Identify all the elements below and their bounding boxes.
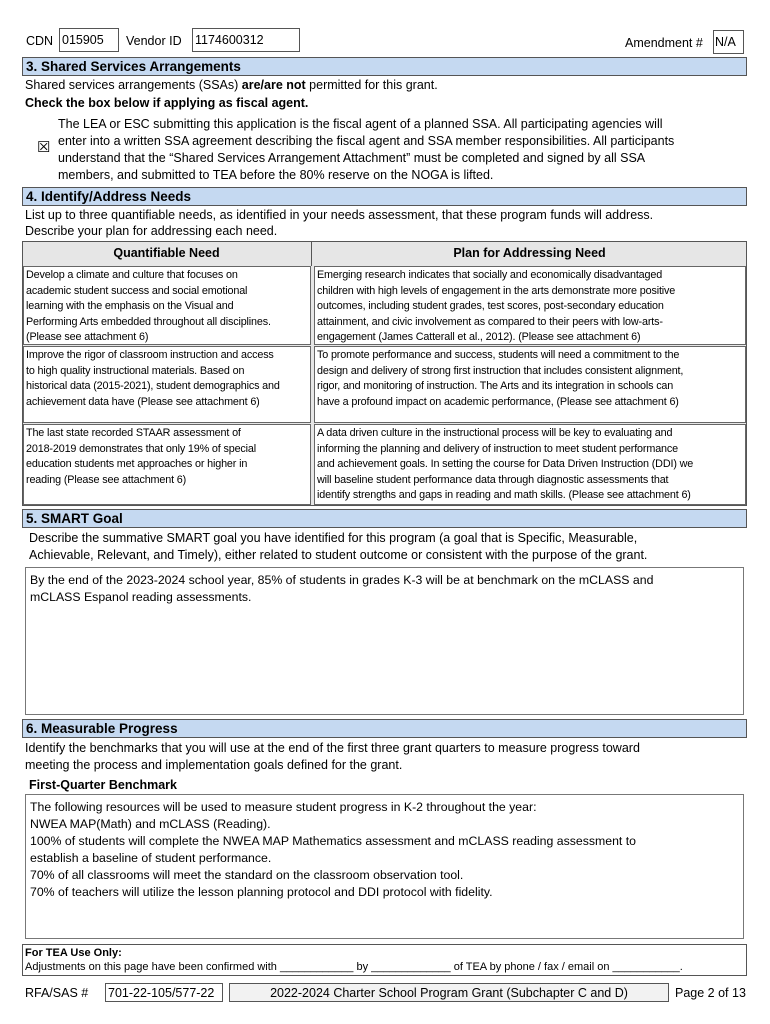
need-3-line: reading (Please see attachment 6)	[26, 473, 187, 486]
fiscal-agent-instruction: Check the box below if applying as fiscal agent.	[25, 96, 309, 110]
section-3-title: 3. Shared Services Arrangements	[22, 57, 747, 76]
need-1-line: Develop a climate and culture that focuses on	[26, 269, 238, 281]
col-header-quantifiable-need: Quantifiable Need	[22, 241, 312, 266]
need-3-line: 2018-2019 demonstrates that only 19% of special	[26, 442, 257, 455]
cdn-field[interactable]: 015905	[59, 28, 119, 52]
cdn-label: CDN	[26, 34, 54, 48]
ssa-line-emphasis: are/are not	[241, 78, 306, 92]
smart-goal-line: By the end of the 2023-2024 school year, 85% of students in grades K-3 will be at benchmark on the mCLASS and	[30, 573, 654, 587]
section-4-intro-line-2: Describe your plan for addressing each need.	[25, 224, 278, 238]
section-6-intro-line-1: Identify the benchmarks that you will use at the end of the first three grant quarters to measure progress toward	[25, 741, 640, 755]
smart-goal-line: mCLASS Espanol reading assessments.	[30, 590, 252, 604]
plan-3-line: identify strengths and gaps in reading and math skills. (Please see attachment 6)	[317, 489, 691, 501]
plan-cell-2[interactable]	[314, 346, 746, 423]
plan-1-line: children with high levels of engagement in the arts demonstrate more positive	[317, 284, 676, 297]
plan-cell-3[interactable]	[314, 424, 746, 505]
benchmark-line: The following resources will be used to measure student progress in K-2 throughout the year:	[30, 800, 537, 814]
fiscal-agent-checkbox[interactable]: ☒	[37, 139, 51, 156]
ssa-paragraph-line-3: understand that the “Shared Services Arrangement Attachment” must be completed and signed by all SSA	[58, 151, 646, 165]
plan-3-line: and achievement goals. In setting the course for Data Driven Instruction (DDI) we	[317, 458, 694, 470]
need-1-line: learning with the emphasis on the Visual and	[26, 300, 234, 312]
benchmark-line: 70% of teachers will utilize the lesson planning protocol and DDI protocol with fidelity.	[30, 885, 493, 899]
need-2-line: historical data (2015-2021), student demographics and	[26, 380, 280, 392]
section-4-title: 4. Identify/Address Needs	[22, 187, 747, 206]
amendment-label: Amendment #	[625, 36, 703, 50]
ssa-permission-line	[25, 77, 438, 93]
smart-goal-field[interactable]	[25, 567, 744, 715]
plan-2-line: To promote performance and success, students will need a commitment to the	[317, 349, 680, 361]
plan-1-line: outcomes, including student grades, test scores, post-secondary education	[317, 300, 664, 312]
need-1-line: Performing Arts embedded throughout all disciplines.	[26, 315, 271, 328]
ssa-paragraph-line-4: members, and submitted to TEA before the 80% reserve on the NOGA is lifted.	[58, 168, 494, 182]
section-5-intro-line-1: Describe the summative SMART goal you have identified for this program (a goal that is Specific, Measurable,	[29, 531, 638, 545]
benchmark-line: establish a baseline of student performance.	[30, 851, 272, 865]
rfa-label: RFA/SAS #	[25, 986, 89, 1000]
need-1-line: (Please see attachment 6)	[26, 331, 149, 343]
tea-use-box	[22, 944, 747, 976]
amendment-field[interactable]: N/A	[713, 30, 744, 54]
tea-use-title: For TEA Use Only:	[25, 947, 122, 959]
plan-3-line: informing the planning and delivery of instruction to meet student performance	[317, 442, 679, 455]
vendor-id-label: Vendor ID	[126, 34, 182, 48]
plan-1-line: attainment, and civic involvement as compared to their peers with low-arts-	[317, 315, 663, 328]
benchmark-line: NWEA MAP(Math) and mCLASS (Reading).	[30, 817, 271, 831]
rfa-field: 701-22-105/577-22	[105, 983, 223, 1002]
vendor-id-field[interactable]: 1174600312	[192, 28, 300, 52]
plan-1-line: engagement (James Catterall et al., 2012). (Please see attachment 6)	[317, 331, 641, 343]
section-4-intro-line-1: List up to three quantifiable needs, as identified in your needs assessment, that these program funds will address.	[25, 208, 654, 222]
section-5-intro-line-2: Achievable, Relevant, and Timely), either related to student outcome or consistent with the purpose of the grant.	[29, 548, 648, 562]
need-cell-3[interactable]	[23, 424, 311, 505]
plan-3-line: A data driven culture in the instructional process will be key to evaluating and	[317, 427, 673, 439]
benchmark-line: 100% of students will complete the NWEA MAP Mathematics assessment and mCLASS reading assessment to	[30, 834, 637, 848]
plan-3-line: will baseline student performance data through diagnostic assessments that	[317, 473, 669, 486]
need-3-line: education students met approaches or higher in	[26, 458, 248, 470]
need-2-line: to high quality instructional materials. Based on	[26, 364, 245, 377]
need-cell-1[interactable]	[23, 266, 311, 345]
first-quarter-benchmark-field[interactable]	[25, 794, 744, 939]
plan-2-line: have a profound impact on academic performance, (Please see attachment 6)	[317, 395, 679, 408]
ssa-line-part-a: Shared services arrangements (SSAs)	[25, 78, 242, 92]
plan-cell-1[interactable]	[314, 266, 746, 345]
ssa-paragraph-line-1: The LEA or ESC submitting this application is the fiscal agent of a planned SSA. All participating agencies will	[58, 117, 663, 131]
program-name: 2022-2024 Charter School Program Grant (Subchapter C and D)	[229, 983, 669, 1002]
benchmark-line: 70% of all classrooms will meet the standard on the classroom observation tool.	[30, 868, 464, 882]
plan-2-line: design and delivery of strong first instruction that includes consistent alignment,	[317, 364, 684, 377]
need-2-line: Improve the rigor of classroom instruction and access	[26, 349, 274, 361]
ssa-line-part-c: permitted for this grant.	[305, 78, 438, 92]
need-2-line: achievement data have (Please see attachment 6)	[26, 395, 260, 408]
ssa-paragraph-line-2: enter into a written SSA agreement describing the fiscal agent and SSA member responsibilities. All participants	[58, 134, 675, 148]
section-5-title: 5. SMART Goal	[22, 509, 747, 528]
tea-use-line: Adjustments on this page have been confirmed with ____________ by _____________ of TEA by phone / fax / email on ___________.	[25, 961, 683, 973]
section-6-title: 6. Measurable Progress	[22, 719, 747, 738]
plan-2-line: rigor, and monitoring of instruction. The Arts and its integration in schools can	[317, 380, 674, 392]
need-cell-2[interactable]	[23, 346, 311, 423]
first-quarter-label: First-Quarter Benchmark	[29, 778, 177, 792]
col-header-plan: Plan for Addressing Need	[453, 246, 606, 260]
need-3-line: The last state recorded STAAR assessment of	[26, 427, 241, 439]
need-1-line: academic student success and social emotional	[26, 284, 248, 297]
section-6-intro-line-2: meeting the process and implementation goals defined for the grant.	[25, 758, 403, 772]
plan-1-line: Emerging research indicates that socially and economically disadvantaged	[317, 269, 663, 281]
page-number: Page 2 of 13	[675, 986, 746, 1000]
